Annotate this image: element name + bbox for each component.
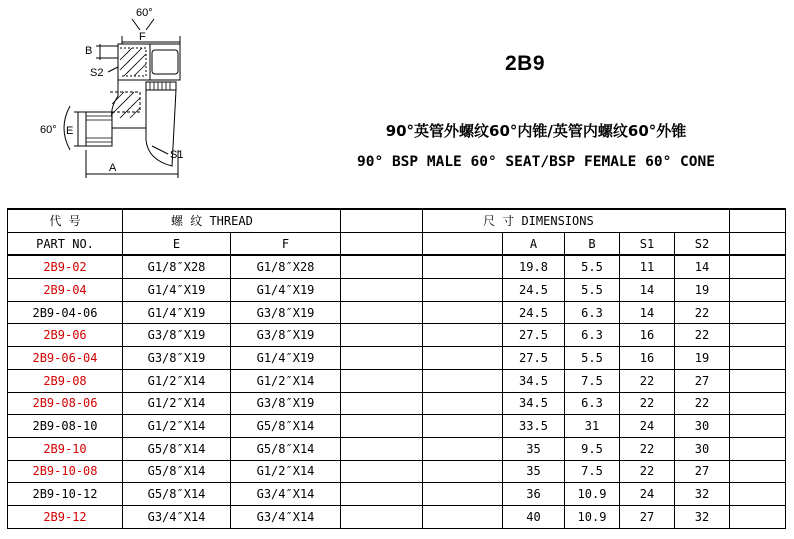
empty-cell bbox=[730, 415, 786, 438]
thread-e-cell: G5/8″X14 bbox=[123, 483, 231, 506]
part-number-cell: 2B9-08-06 bbox=[8, 392, 123, 415]
empty-cell bbox=[730, 369, 786, 392]
empty-cell bbox=[423, 392, 503, 415]
thread-f-cell: G5/8″X14 bbox=[231, 415, 341, 438]
dim-a-cell: 27.5 bbox=[503, 347, 565, 370]
dim-s2-cell: 19 bbox=[675, 279, 730, 302]
table-row bbox=[8, 437, 786, 460]
part-number-cell: 2B9-10-12 bbox=[8, 483, 123, 506]
dim-s1-cell: 14 bbox=[620, 301, 675, 324]
empty-cell bbox=[341, 505, 423, 528]
table-row bbox=[8, 505, 786, 528]
thread-e-cell: G1/2″X14 bbox=[123, 369, 231, 392]
empty-cell bbox=[423, 279, 503, 302]
thread-e-cell: G1/2″X14 bbox=[123, 415, 231, 438]
thread-f-cell: G3/4″X14 bbox=[231, 483, 341, 506]
header-b: B bbox=[565, 232, 620, 255]
dim-a-cell: 19.8 bbox=[503, 255, 565, 278]
thread-e-cell: G3/8″X19 bbox=[123, 347, 231, 370]
thread-f-cell: G3/8″X19 bbox=[231, 324, 341, 347]
dim-a-cell: 35 bbox=[503, 437, 565, 460]
dim-s2-cell: 22 bbox=[675, 301, 730, 324]
empty-cell bbox=[423, 483, 503, 506]
dim-s1-cell: 22 bbox=[620, 392, 675, 415]
dim-b-cell: 7.5 bbox=[565, 460, 620, 483]
dim-e-label: E bbox=[66, 125, 74, 137]
part-number-cell: 2B9-12 bbox=[8, 505, 123, 528]
dim-a-cell: 24.5 bbox=[503, 279, 565, 302]
header-empty-b bbox=[423, 232, 503, 255]
header-e: E bbox=[123, 232, 231, 255]
empty-cell bbox=[730, 279, 786, 302]
thread-f-cell: G1/2″X14 bbox=[231, 460, 341, 483]
dim-s1-cell: 22 bbox=[620, 437, 675, 460]
dim-b-cell: 5.5 bbox=[565, 347, 620, 370]
dim-b-cell: 9.5 bbox=[565, 437, 620, 460]
header-f: F bbox=[231, 232, 341, 255]
dim-a-cell: 36 bbox=[503, 483, 565, 506]
empty-cell bbox=[730, 392, 786, 415]
dim-s1-cell: 22 bbox=[620, 369, 675, 392]
dim-s2-cell: 19 bbox=[675, 347, 730, 370]
dim-s2-cell: 30 bbox=[675, 415, 730, 438]
empty-cell bbox=[341, 392, 423, 415]
header-code: 代 号 bbox=[8, 209, 123, 232]
angle-60-top-label: 60° bbox=[136, 7, 153, 19]
dim-b-cell: 6.3 bbox=[565, 392, 620, 415]
empty-cell bbox=[423, 437, 503, 460]
dim-s2-cell: 27 bbox=[675, 460, 730, 483]
empty-cell bbox=[341, 415, 423, 438]
empty-cell bbox=[341, 347, 423, 370]
dim-s2-cell: 22 bbox=[675, 392, 730, 415]
dim-s2-cell: 32 bbox=[675, 483, 730, 506]
empty-cell bbox=[341, 369, 423, 392]
dim-a-cell: 34.5 bbox=[503, 369, 565, 392]
thread-f-cell: G5/8″X14 bbox=[231, 437, 341, 460]
dim-s1-cell: 16 bbox=[620, 324, 675, 347]
dim-a-cell: 24.5 bbox=[503, 301, 565, 324]
dim-b-cell: 10.9 bbox=[565, 483, 620, 506]
dim-b-cell: 31 bbox=[565, 415, 620, 438]
thread-e-cell: G1/4″X19 bbox=[123, 279, 231, 302]
dim-s1-cell: 11 bbox=[620, 255, 675, 278]
thread-e-cell: G1/2″X14 bbox=[123, 392, 231, 415]
empty-cell bbox=[730, 460, 786, 483]
thread-f-cell: G3/8″X19 bbox=[231, 301, 341, 324]
table-row bbox=[8, 369, 786, 392]
part-number-cell: 2B9-06 bbox=[8, 324, 123, 347]
thread-e-cell: G5/8″X14 bbox=[123, 460, 231, 483]
header-dimensions: 尺 寸 DIMENSIONS bbox=[423, 209, 730, 232]
dim-a-cell: 33.5 bbox=[503, 415, 565, 438]
dim-s2-cell: 22 bbox=[675, 324, 730, 347]
empty-cell bbox=[730, 324, 786, 347]
thread-e-cell: G3/8″X19 bbox=[123, 324, 231, 347]
header-s2: S2 bbox=[675, 232, 730, 255]
dim-s1-cell: 24 bbox=[620, 483, 675, 506]
dim-b-cell: 5.5 bbox=[565, 279, 620, 302]
dim-b-cell: 7.5 bbox=[565, 369, 620, 392]
dim-s2-cell: 14 bbox=[675, 255, 730, 278]
table-row bbox=[8, 392, 786, 415]
dim-s1-cell: 16 bbox=[620, 347, 675, 370]
header-empty-a bbox=[341, 232, 423, 255]
table-row bbox=[8, 301, 786, 324]
header-row-1 bbox=[8, 209, 786, 232]
dim-s1-label: S1 bbox=[170, 149, 184, 161]
empty-cell bbox=[423, 255, 503, 278]
dim-a-cell: 34.5 bbox=[503, 392, 565, 415]
empty-cell bbox=[730, 483, 786, 506]
empty-cell bbox=[341, 279, 423, 302]
part-number-cell: 2B9-06-04 bbox=[8, 347, 123, 370]
thread-e-cell: G5/8″X14 bbox=[123, 437, 231, 460]
empty-cell bbox=[423, 369, 503, 392]
empty-cell bbox=[730, 505, 786, 528]
part-number-cell: 2B9-08 bbox=[8, 369, 123, 392]
dim-s1-cell: 24 bbox=[620, 415, 675, 438]
empty-cell bbox=[341, 255, 423, 278]
dim-f-label: F bbox=[139, 31, 146, 43]
thread-f-cell: G1/8″X28 bbox=[231, 255, 341, 278]
header-part-no: PART NO. bbox=[8, 232, 123, 255]
dim-s1-cell: 27 bbox=[620, 505, 675, 528]
thread-f-cell: G1/4″X19 bbox=[231, 347, 341, 370]
empty-cell bbox=[423, 505, 503, 528]
dim-b-cell: 6.3 bbox=[565, 324, 620, 347]
dim-b-cell: 5.5 bbox=[565, 255, 620, 278]
dim-s1-cell: 14 bbox=[620, 279, 675, 302]
part-number-cell: 2B9-10-08 bbox=[8, 460, 123, 483]
part-number-cell: 2B9-10 bbox=[8, 437, 123, 460]
dim-b-cell: 10.9 bbox=[565, 505, 620, 528]
table-row bbox=[8, 483, 786, 506]
empty-cell bbox=[730, 347, 786, 370]
angle-60-left-label: 60° bbox=[40, 124, 57, 136]
dim-a-cell: 40 bbox=[503, 505, 565, 528]
dim-s1-cell: 22 bbox=[620, 460, 675, 483]
header-empty-c bbox=[730, 232, 786, 255]
table-row bbox=[8, 279, 786, 302]
empty-cell bbox=[341, 483, 423, 506]
empty-cell bbox=[730, 437, 786, 460]
empty-cell bbox=[423, 347, 503, 370]
spec-table bbox=[7, 208, 786, 529]
thread-f-cell: G3/8″X19 bbox=[231, 392, 341, 415]
empty-cell bbox=[423, 301, 503, 324]
header-thread: 螺 纹 THREAD bbox=[123, 209, 341, 232]
thread-f-cell: G1/4″X19 bbox=[231, 279, 341, 302]
table-row bbox=[8, 347, 786, 370]
header-s1: S1 bbox=[620, 232, 675, 255]
title-chinese: 90°英管外螺纹60°内锥/英管内螺纹60°外锥 bbox=[385, 122, 687, 140]
empty-cell bbox=[423, 460, 503, 483]
dim-a-label: A bbox=[109, 162, 117, 174]
empty-cell bbox=[341, 437, 423, 460]
thread-f-cell: G3/4″X14 bbox=[231, 505, 341, 528]
header-row-2 bbox=[8, 232, 786, 255]
product-code: 2B9 bbox=[504, 52, 546, 75]
header-a: A bbox=[503, 232, 565, 255]
dim-a-cell: 35 bbox=[503, 460, 565, 483]
empty-cell bbox=[341, 324, 423, 347]
thread-e-cell: G1/4″X19 bbox=[123, 301, 231, 324]
thread-e-cell: G1/8″X28 bbox=[123, 255, 231, 278]
empty-cell bbox=[341, 460, 423, 483]
fitting-drawing bbox=[0, 0, 260, 200]
dim-b-cell: 6.3 bbox=[565, 301, 620, 324]
part-number-cell: 2B9-04-06 bbox=[8, 301, 123, 324]
dim-s2-cell: 32 bbox=[675, 505, 730, 528]
empty-cell bbox=[730, 301, 786, 324]
table-row bbox=[8, 460, 786, 483]
table-body bbox=[8, 255, 786, 528]
dim-b-label: B bbox=[85, 45, 93, 57]
empty-cell bbox=[423, 324, 503, 347]
thread-f-cell: G1/2″X14 bbox=[231, 369, 341, 392]
part-number-cell: 2B9-04 bbox=[8, 279, 123, 302]
part-number-cell: 2B9-08-10 bbox=[8, 415, 123, 438]
dim-s2-label: S2 bbox=[90, 67, 104, 79]
thread-e-cell: G3/4″X14 bbox=[123, 505, 231, 528]
table-row bbox=[8, 324, 786, 347]
empty-cell bbox=[730, 255, 786, 278]
part-number-cell: 2B9-02 bbox=[8, 255, 123, 278]
empty-cell bbox=[423, 415, 503, 438]
header-blank-2 bbox=[730, 209, 786, 232]
empty-cell bbox=[341, 301, 423, 324]
dim-s2-cell: 30 bbox=[675, 437, 730, 460]
table-row bbox=[8, 415, 786, 438]
table-row bbox=[8, 255, 786, 278]
title-english: 90° BSP MALE 60° SEAT/BSP FEMALE 60° CONE bbox=[357, 154, 715, 170]
dim-a-cell: 27.5 bbox=[503, 324, 565, 347]
dim-s2-cell: 27 bbox=[675, 369, 730, 392]
header-blank-1 bbox=[341, 209, 423, 232]
